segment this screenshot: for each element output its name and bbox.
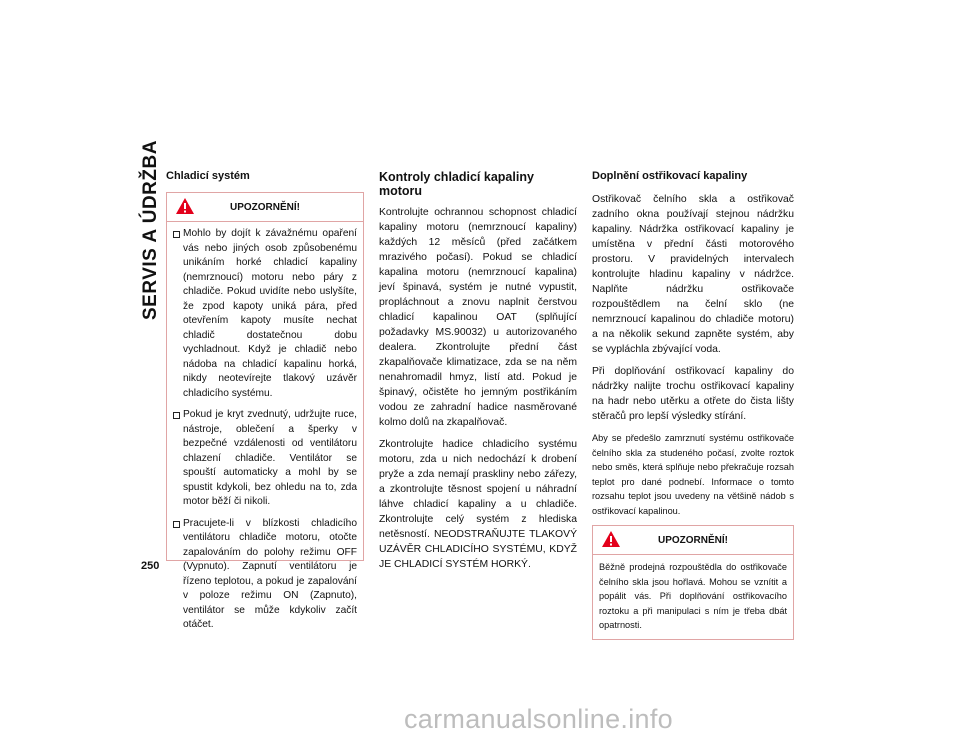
paragraph: Zkontrolujte hadice chladicího systému motoru, zda u nich nedochází k drobení pryže a zda nemají praskliny nebo zářezy, a zkontrolujte těsnost spojení u náhradní láhve chladicí kapaliny a u chladiče. Zkontrolujte celý systém z hlediska netěsností. NEODSTRAŇUJTE TLAKOVÝ UZÁVĚR CHLADICÍHO SYSTÉMU, KDYŽ JE CHLADICÍ SYSTÉM HORKÝ. — [379, 439, 577, 570]
warning-triangle-icon — [601, 530, 621, 548]
heading-coolant-checks: Kontroly chladicí kapaliny motoru — [379, 170, 534, 198]
column-washer-fluid — [592, 170, 794, 640]
warning-item — [173, 517, 357, 633]
paragraph: Kontrolujte ochrannou schopnost chladicí kapaliny motoru (nemrznoucí kapaliny) každých 12 měsíců (před začátkem mrazivého počasí). Pokud se chladicí kapalina motoru (nemrznoucí kapalina) jeví špinavá, systém je nutné vypustit, propláchnout a znovu naplnit čerstvou chladicí kapalinou OAT (splňující požadavky MS.90032) u autorizovaného dealera. Zkontrolujte přední část zkapalňovače klimatizace, zda se na něm nenahromadil hmyz, listí atd. Pokud je špinavý, očistěte ho jemným postřikáním vodou ze zahradní hadice nasměrované kolmo dolů na zkapalňovač. — [379, 207, 577, 428]
section-title — [138, 140, 162, 320]
column-coolant-checks — [379, 170, 577, 579]
column-cooling-system — [166, 170, 364, 630]
warning-item — [173, 227, 357, 401]
warning-triangle-icon — [175, 197, 195, 215]
small-paragraph: Aby se předešlo zamrznutí systému ostřikovače čelního skla za studeného počasí, zvolte roztok nebo směs, která splňuje nebo překračuje rozsah teplot pro dané podnebí. Informace o tomto rozsahu teplot jsou uvedeny na většině nádob s ostřikovací kapalinou. — [592, 433, 794, 516]
checkbox-bullet-icon — [173, 521, 180, 528]
warning-box-cooling — [166, 192, 364, 630]
warning-header — [593, 526, 793, 555]
warning-title: UPOZORNĚNÍ! — [658, 534, 728, 546]
page-number: 250 — [141, 560, 160, 572]
warning-item-text: Mohlo by dojít k závažnému opaření vás nebo jiných osob způsobenému unikáním horké chladicí kapaliny (nemrznoucí) motoru nebo páry z chladiče. Pokud uvidíte nebo uslyšíte, že zpod kapoty uniká pára, před otevřením kapoty musíte nechat chladič dostatečnou dobu vychladnout. Když je chladič nebo nádoba na chladicí kapalinu horká, nikdy neotevírejte tlakový uzávěr chladicího systému. — [183, 228, 357, 399]
warning-box-washer — [592, 525, 794, 640]
checkbox-bullet-icon — [173, 231, 180, 238]
paragraph: Při doplňování ostřikovací kapaliny do nádržky nalijte trochu ostřikovací kapaliny na hadr nebo utěrku a otřete do čista lišty stěračů pro lepší výsledky stírání. — [592, 366, 794, 422]
warning-header — [167, 193, 363, 222]
warning-item-text: Pracujete-li v blízkosti chladicího ventilátoru chladiče motoru, otočte zapalováním do polohy režimu OFF (Vypnuto). Zapnutí ventilátoru je řízeno teplotou, a pokud je zapalování v poloze režimu ON (Zapnuto), ventilátor se může kdykoliv začít otáčet. — [183, 517, 357, 630]
warning-item — [173, 408, 357, 510]
checkbox-bullet-icon — [173, 412, 180, 419]
section-title-text: SERVIS A ÚDRŽBA — [140, 140, 161, 320]
watermark: carmanualsonline.info — [404, 704, 673, 734]
warning-item-text: Pokud je kryt zvednutý, udržujte ruce, nástroje, oblečení a šperky v bezpečné vzdálenosti od ventilátoru chlazení chladiče. Ventilátor se spouští automaticky a mohl by se spustit kdykoli, bez ohledu na to, zda motor běží či nikoli. — [183, 409, 357, 507]
warning-body — [593, 555, 793, 639]
heading-washer-fluid: Doplnění ostřikovací kapaliny — [592, 170, 748, 182]
warning-title: UPOZORNĚNÍ! — [230, 201, 300, 213]
paragraph: Ostřikovač čelního skla a ostřikovač zadního okna používají stejnou nádržku kapaliny. Nádržka ostřikovací kapaliny je umístěna v přední části motorového prostoru. V pravidelných intervalech kontrolujte hladinu kapaliny v nádržce. Naplňte nádržku ostřikovače rozpouštědlem na čelní sklo (ne nemrznoucí kapalinou do chladiče motoru) a na několik sekund zapněte systém, aby se vypláchla zbývající voda. — [592, 194, 794, 355]
warning-text: Běžně prodejná rozpouštědla do ostřikovače čelního skla jsou hořlavá. Mohou se vznítit a popálit vás. Při doplňování ostřikovacího roztoku a při manipulaci s ním je třeba dbát opatrnosti. — [599, 562, 787, 630]
warning-body — [167, 222, 363, 639]
heading-cooling-system: Chladicí systém — [166, 170, 250, 182]
